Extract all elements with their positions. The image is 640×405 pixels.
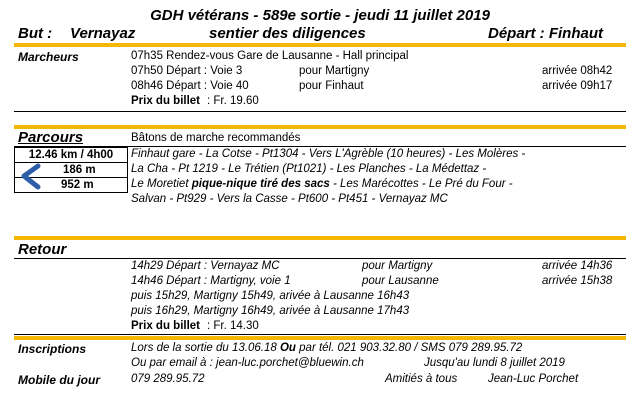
- rendezvous-text: 07h35 Rendez-vous Gare de Lausanne - Hall principal: [131, 50, 409, 62]
- marcheurs-price-label: Prix du billet: [131, 95, 201, 107]
- retour-arrivee-2: arrivée 15h38: [542, 275, 613, 287]
- parcours-label: Parcours: [18, 129, 84, 146]
- inscriptions-line-1: [131, 342, 522, 354]
- goal-label: But :: [18, 25, 53, 42]
- elevation-profile-icon: [16, 163, 44, 191]
- marcheurs-depart-2: 08h46 Départ : Voie 40: [131, 80, 249, 92]
- retour-price-label: Prix du billet: [131, 320, 201, 332]
- marcheurs-dest-2: pour Finhaut: [299, 80, 364, 92]
- descent-value: 952 m: [61, 179, 94, 191]
- retour-price-value: : Fr. 14.30: [207, 320, 259, 332]
- retour-label: Retour: [18, 241, 67, 258]
- greetings: Amitiés à tous: [385, 373, 458, 385]
- retour-puis-2: puis 16h29, Martigny 16h49, arivée à Lausanne 17h43: [131, 305, 410, 317]
- page-title: GDH vétérans - 589e sortie - jeudi 11 juillet 2019: [150, 7, 490, 24]
- yellow-divider: [14, 336, 626, 340]
- marcheurs-arrivee-2: arrivée 09h17: [542, 80, 613, 92]
- retour-dest-1: pour Martigny: [362, 260, 433, 272]
- mobile-label: Mobile du jour: [18, 373, 100, 387]
- inscriptions-session: Lors de la sortie du 13.06.18: [131, 342, 280, 354]
- picnic-note: pique-nique tiré des sacs: [191, 178, 330, 190]
- marcheurs-price-value: : Fr. 19.60: [207, 95, 259, 107]
- route-line-3: [131, 178, 513, 190]
- route-line-3-end: - Les Marécottes - Le Pré du Four -: [329, 178, 513, 190]
- route-line-3-start: Le Moretiet: [131, 178, 192, 190]
- marcheurs-dest-1: pour Martigny: [299, 65, 370, 77]
- divider-line: [14, 111, 626, 112]
- route-name: sentier des diligences: [209, 25, 366, 42]
- route-line-2: La Cha - Pt 1219 - Le Trétien (Pt1021) - Les Planches - La Médettaz -: [131, 163, 487, 175]
- retour-dest-2: pour Lausanne: [362, 275, 439, 287]
- distance-value: 12.46 km / 4h00: [28, 149, 114, 161]
- divider-line: [14, 334, 626, 335]
- retour-depart-1: 14h29 Départ : Vernayaz MC: [131, 260, 280, 272]
- inscriptions-email: Ou par email à : jean-luc.porchet@bluewin.ch: [131, 357, 364, 369]
- goal-value: Vernayaz: [70, 25, 136, 42]
- yellow-divider: [14, 236, 626, 240]
- yellow-divider: [14, 125, 626, 129]
- mobile-number: 079 289.95.72: [131, 373, 205, 385]
- inscriptions-deadline: Jusqu'au lundi 8 juillet 2019: [424, 357, 565, 369]
- divider-line: [14, 258, 626, 259]
- marcheurs-arrivee-1: arrivée 08h42: [542, 65, 613, 77]
- retour-arrivee-1: arrivée 14h36: [542, 260, 613, 272]
- yellow-divider: [14, 43, 626, 47]
- departure-place: Départ : Finhaut: [488, 25, 603, 42]
- organizer-name: Jean-Luc Porchet: [488, 373, 579, 385]
- inscriptions-or: Ou: [279, 342, 296, 354]
- route-line-4: Salvan - Pt929 - Vers la Casse - Pt600 - Pt451 - Vernayaz MC: [131, 193, 448, 205]
- inscriptions-phone: par tél. 021 903.32.80 / SMS 079 289.95.72: [295, 342, 523, 354]
- walking-sticks-note: Bâtons de marche recommandés: [131, 132, 301, 144]
- distance-box: [14, 147, 128, 163]
- marcheurs-depart-1: 07h50 Départ : Voie 3: [131, 65, 243, 77]
- retour-puis-1: puis 15h29, Martigny 15h49, arivée à Lausanne 16h43: [131, 290, 410, 302]
- retour-depart-2: 14h46 Départ : Martigny, voie 1: [131, 275, 291, 287]
- marcheurs-label: Marcheurs: [18, 50, 79, 64]
- route-line-1: Finhaut gare - La Cotse - Pt1304 - Vers L'Agrèble (10 heures) - Les Molères -: [131, 148, 526, 160]
- ascent-value: 186 m: [63, 164, 96, 176]
- inscriptions-label: Inscriptions: [18, 342, 87, 356]
